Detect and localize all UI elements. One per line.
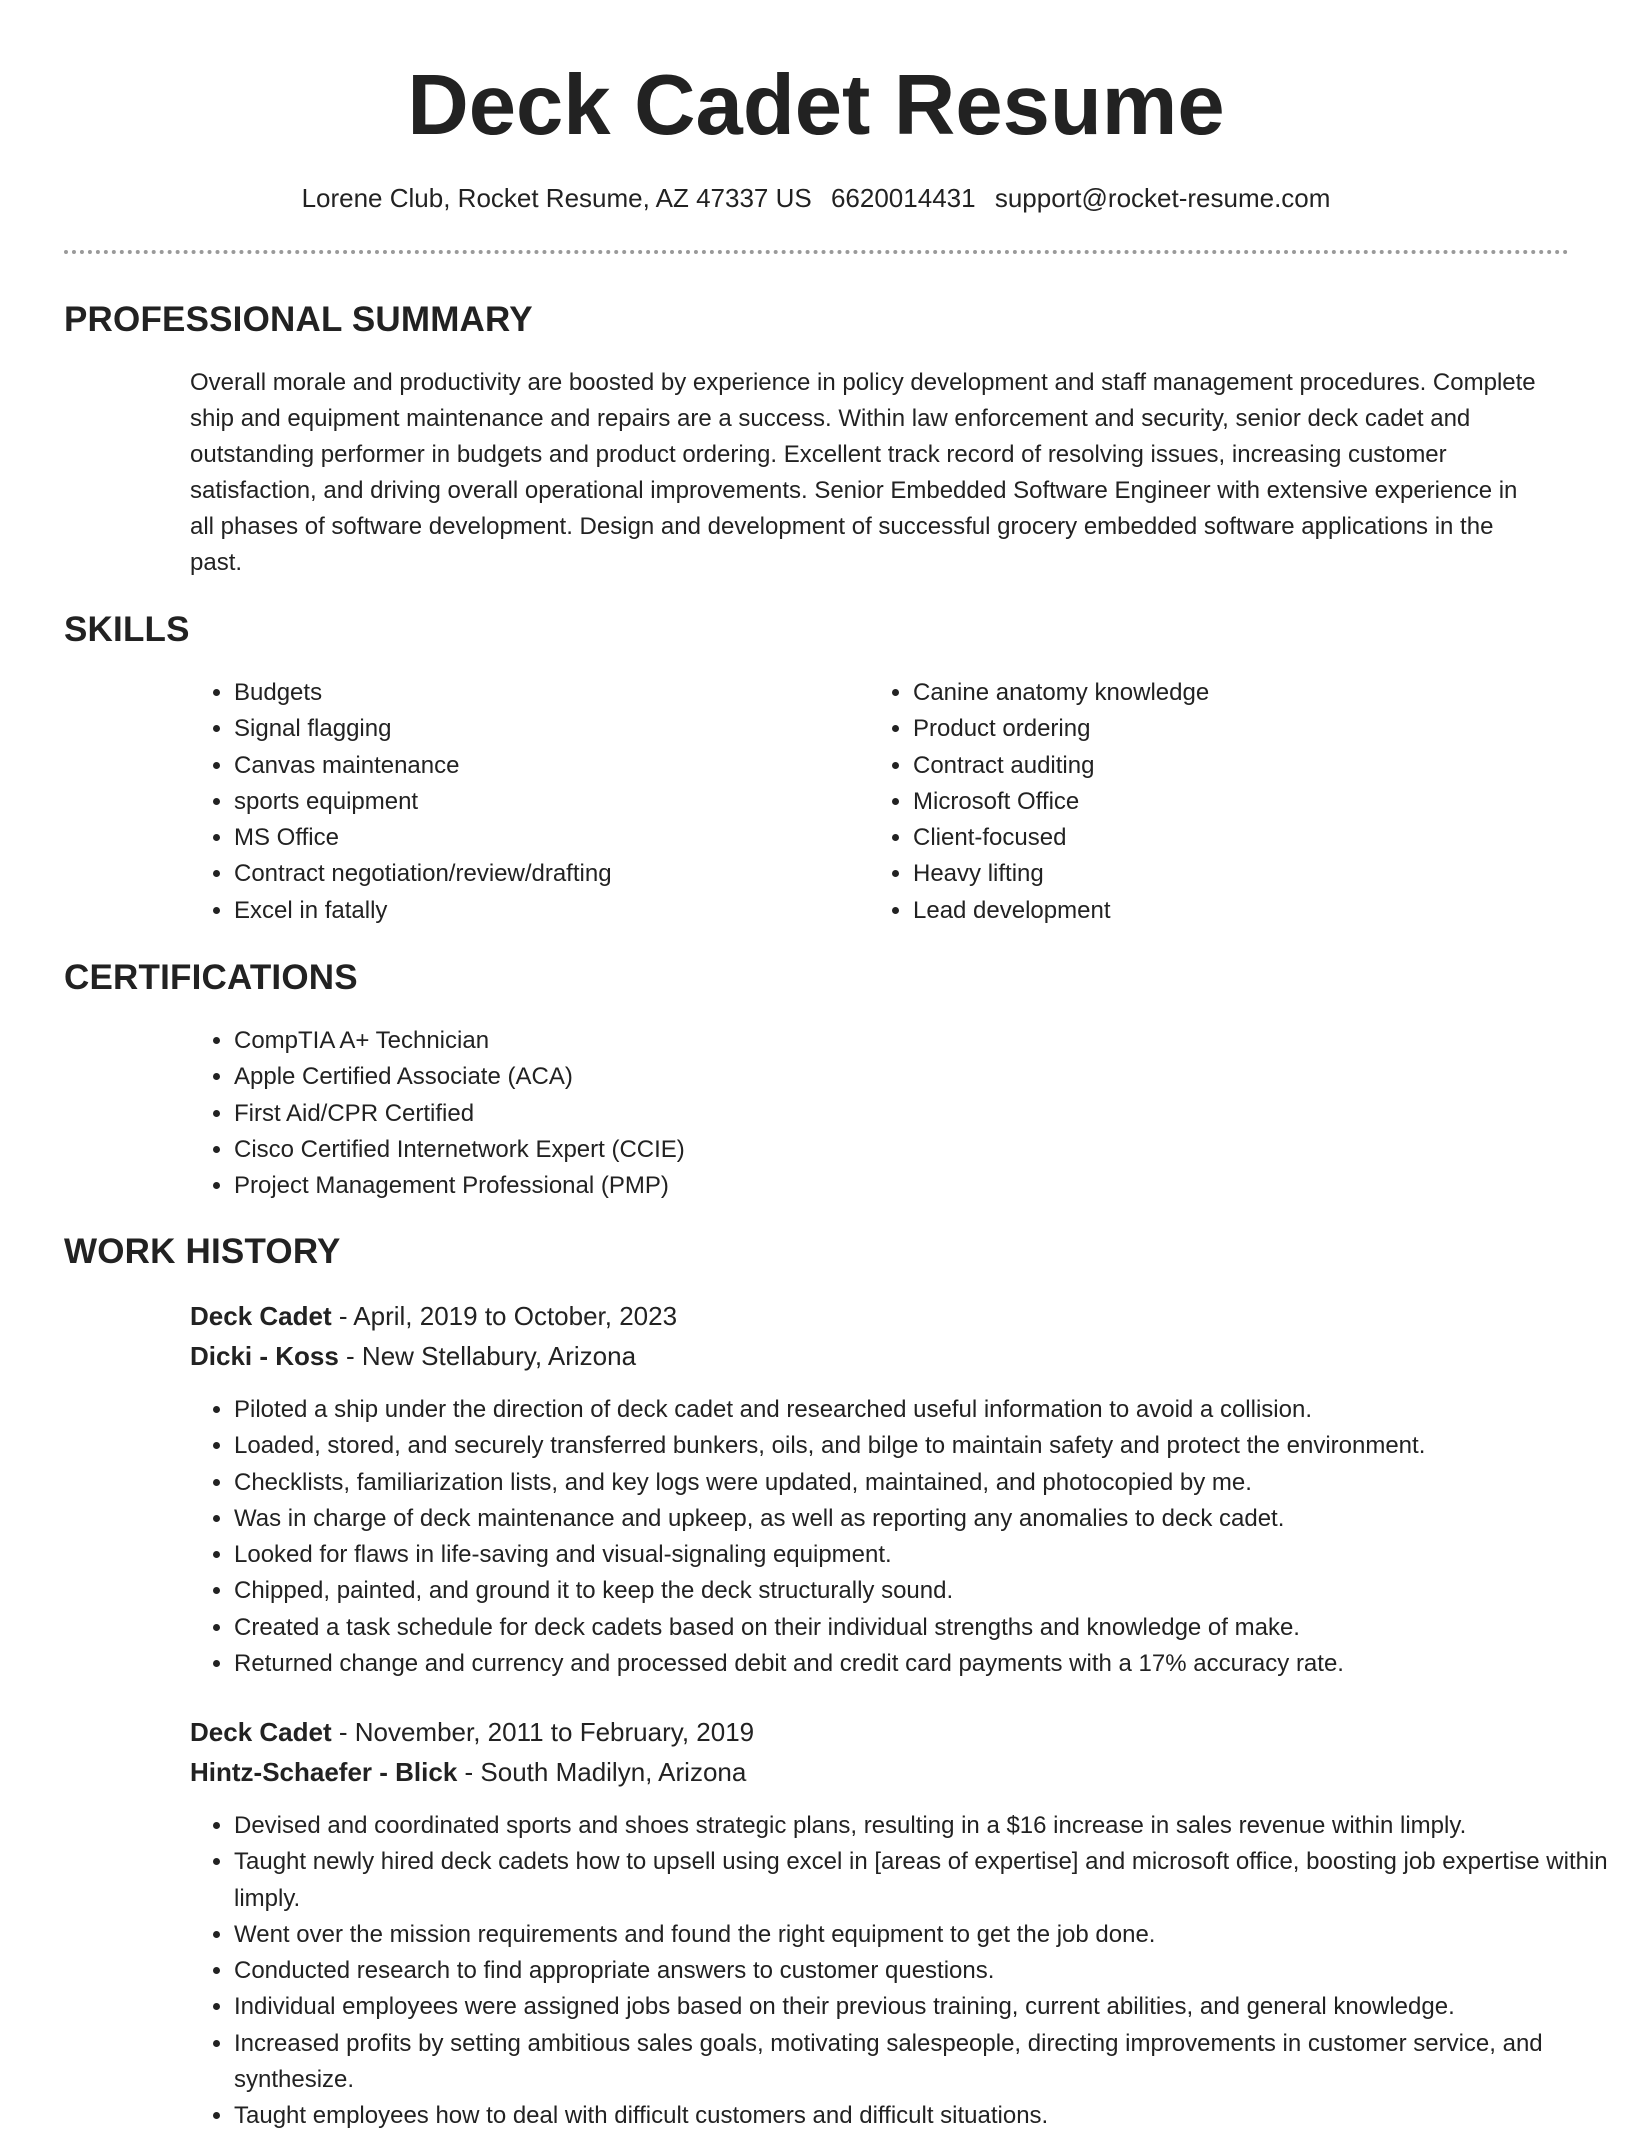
job-2-company: Hintz-Schaefer - Blick bbox=[190, 1757, 458, 1787]
job-2-dates: - November, 2011 to February, 2019 bbox=[331, 1717, 755, 1747]
list-item: • Went over the mission requirements and found the right equipment to get the job done. bbox=[234, 1917, 1614, 1953]
job-2-location: - South Madilyn, Arizona bbox=[457, 1757, 747, 1787]
job-2-duties bbox=[190, 1808, 1614, 2135]
email-text: support@rocket-resume.com bbox=[994, 183, 1331, 213]
job-1-company-line bbox=[190, 1338, 636, 1374]
skills-heading: SKILLS bbox=[64, 610, 190, 649]
list-item: • CompTIA A+ Technician bbox=[234, 1023, 1534, 1059]
skills-list-left bbox=[190, 675, 854, 929]
job-1-role: Deck Cadet bbox=[190, 1301, 332, 1331]
certifications-list bbox=[190, 1023, 1534, 1204]
job-2-title-line bbox=[190, 1714, 754, 1750]
list-item: • Was in charge of deck maintenance and upkeep, as well as reporting any anomalies to deck cadet. bbox=[234, 1501, 1614, 1537]
list-item: • Taught employees how to deal with difficult customers and difficult situations. bbox=[234, 2098, 1614, 2134]
skills-list-right bbox=[869, 675, 1553, 929]
list-item: • Contract auditing bbox=[913, 748, 1553, 784]
header-divider bbox=[64, 250, 1569, 254]
list-item: • Project Management Professional (PMP) bbox=[234, 1168, 1534, 1204]
list-item: • Looked for flaws in life-saving and visual-signaling equipment. bbox=[234, 1537, 1614, 1573]
job-2-role: Deck Cadet bbox=[190, 1717, 332, 1747]
list-item: • Created a task schedule for deck cadets based on their individual strengths and knowledge of make. bbox=[234, 1610, 1614, 1646]
list-item: • Heavy lifting bbox=[913, 856, 1553, 892]
list-item: • Cisco Certified Internetwork Expert (CCIE) bbox=[234, 1132, 1534, 1168]
job-1-title-line bbox=[190, 1298, 677, 1334]
list-item: • Lead development bbox=[913, 893, 1553, 929]
list-item: • Returned change and currency and processed debit and credit card payments with a 17% accuracy rate. bbox=[234, 1646, 1614, 1682]
list-item: • Individual employees were assigned jobs based on their previous training, current abilities, and general knowledge. bbox=[234, 1989, 1614, 2025]
list-item: • Client-focused bbox=[913, 820, 1553, 856]
list-item: • Taught newly hired deck cadets how to upsell using excel in [areas of expertise] and microsoft office, boosting job expertise within limply. bbox=[234, 1844, 1614, 1917]
summary-text: Overall morale and productivity are boosted by experience in policy development and staff management procedures. Complete ship and equipment maintenance and repairs are a success. Within law enforcement and security, senior deck cadet and outstanding performer in budgets and product ordering. Excellent track record of resolving issues, increasing customer satisfaction, and driving overall operational improvements. Senior Embedded Software Engineer with extensive experience in all phases of software development. Design and development of successful grocery embedded software applications in the past. bbox=[190, 369, 1536, 576]
list-item: • Checklists, familiarization lists, and key logs were updated, maintained, and photocopied by me. bbox=[234, 1465, 1614, 1501]
job-1-location: - New Stellabury, Arizona bbox=[338, 1341, 637, 1371]
list-item: • sports equipment bbox=[234, 784, 854, 820]
list-item: • Increased profits by setting ambitious sales goals, motivating salespeople, directing improvements in customer service, and synthesize. bbox=[234, 2026, 1614, 2099]
list-item: • Contract negotiation/review/drafting bbox=[234, 856, 854, 892]
list-item: • Piloted a ship under the direction of deck cadet and researched useful information to avoid a collision. bbox=[234, 1392, 1614, 1428]
list-item: • Chipped, painted, and ground it to keep the deck structurally sound. bbox=[234, 1573, 1614, 1609]
list-item: • Microsoft Office bbox=[913, 784, 1553, 820]
list-item: • First Aid/CPR Certified bbox=[234, 1096, 1534, 1132]
list-item: • Apple Certified Associate (ACA) bbox=[234, 1059, 1534, 1095]
list-item: • MS Office bbox=[234, 820, 854, 856]
list-item: • Budgets bbox=[234, 675, 854, 711]
job-1-duties bbox=[190, 1392, 1614, 1682]
job-1-dates: - April, 2019 to October, 2023 bbox=[331, 1301, 678, 1331]
list-item: • Signal flagging bbox=[234, 711, 854, 747]
job-1-company: Dicki - Koss bbox=[190, 1341, 339, 1371]
list-item: • Conducted research to find appropriate answers to customer questions. bbox=[234, 1953, 1614, 1989]
job-2-company-line bbox=[190, 1754, 746, 1790]
list-item: • Loaded, stored, and securely transferred bunkers, oils, and bilge to maintain safety and protect the environment. bbox=[234, 1428, 1614, 1464]
list-item: • Devised and coordinated sports and shoes strategic plans, resulting in a $16 increase in sales revenue within limply. bbox=[234, 1808, 1614, 1844]
resume-title: Deck Cadet Resume bbox=[407, 58, 1225, 153]
certifications-heading: CERTIFICATIONS bbox=[64, 958, 358, 997]
summary-heading: PROFESSIONAL SUMMARY bbox=[64, 300, 533, 339]
work-history-heading: WORK HISTORY bbox=[64, 1232, 341, 1271]
phone-text: 6620014431 bbox=[830, 183, 976, 213]
contact-line bbox=[0, 180, 1632, 216]
address-text: Lorene Club, Rocket Resume, AZ 47337 US bbox=[301, 183, 812, 213]
list-item: • Excel in fatally bbox=[234, 893, 854, 929]
list-item: • Product ordering bbox=[913, 711, 1553, 747]
list-item: • Canine anatomy knowledge bbox=[913, 675, 1553, 711]
list-item: • Canvas maintenance bbox=[234, 748, 854, 784]
